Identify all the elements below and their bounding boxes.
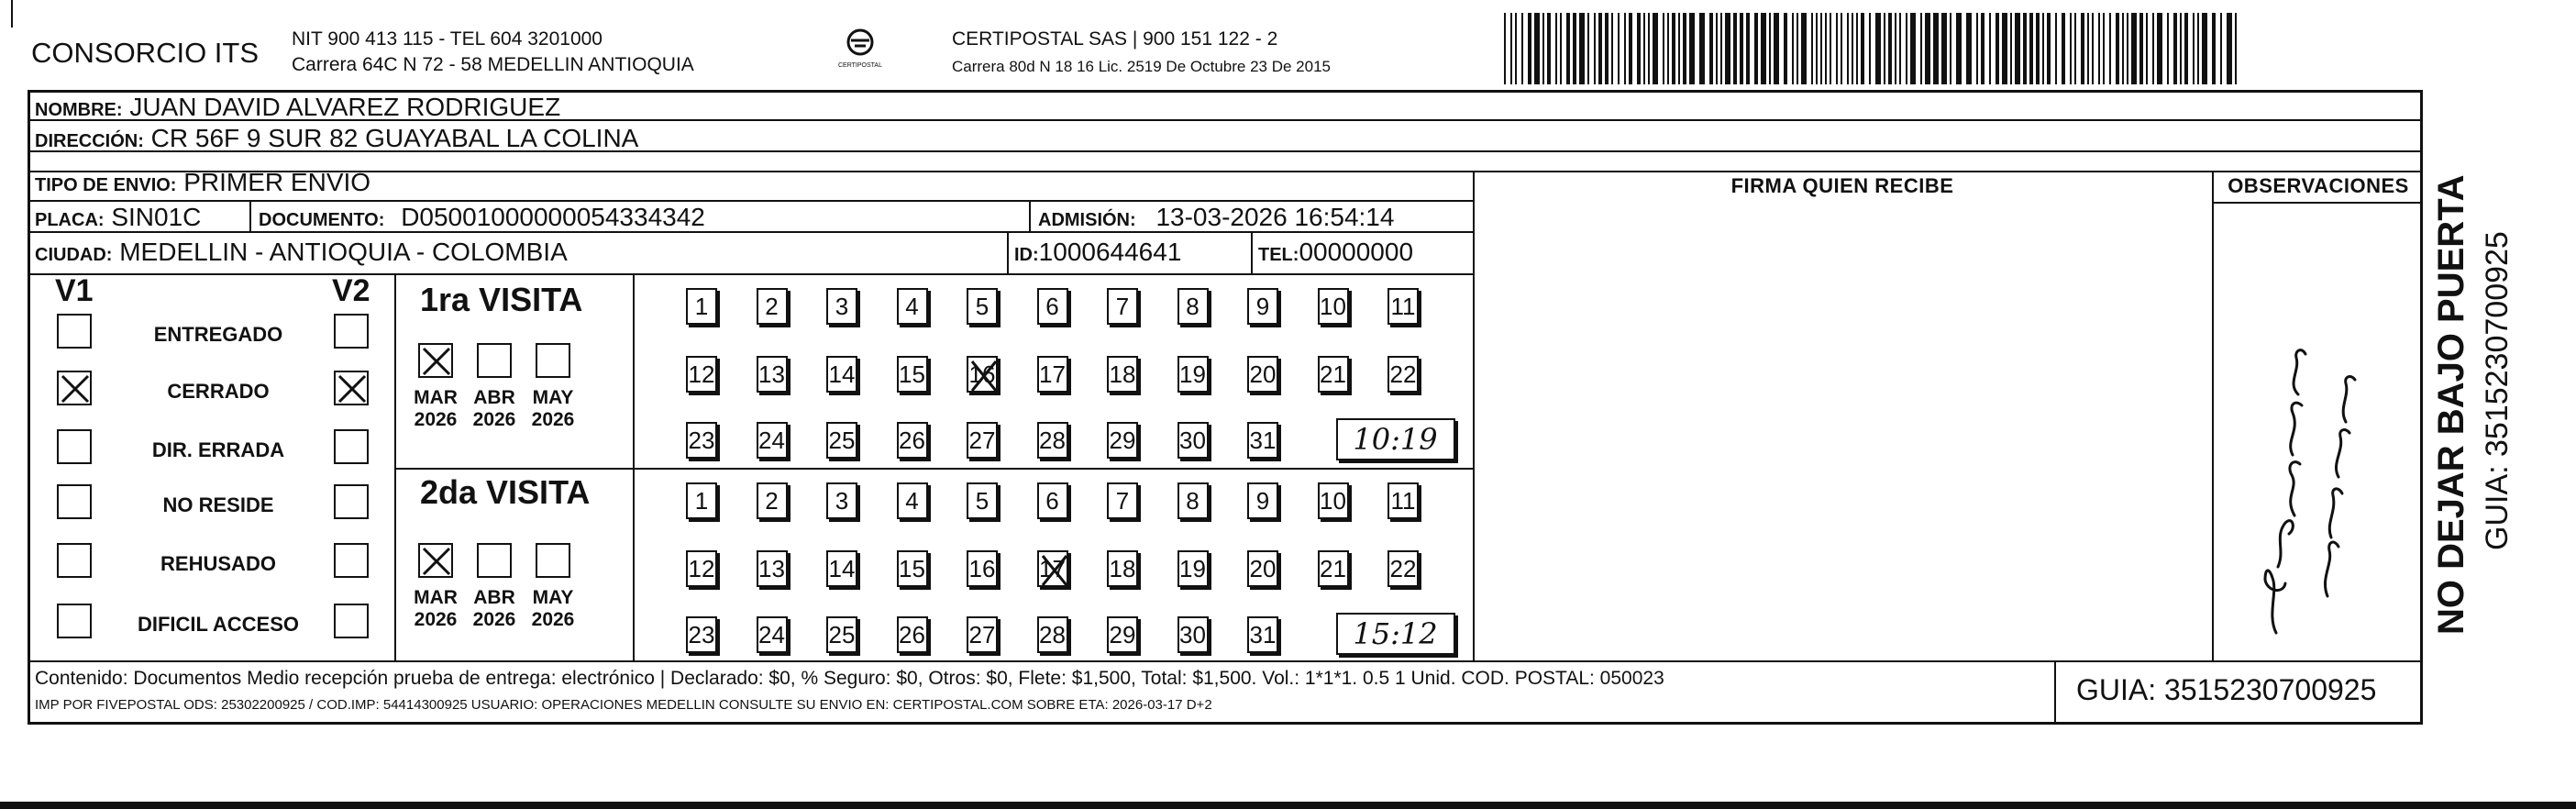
day-box[interactable]: 18 [1107,550,1138,587]
handwritten-observations [2212,275,2423,651]
status-label: CERRADO [167,380,270,403]
v2-checkbox[interactable] [334,604,369,638]
month-year: 2026 [472,409,516,430]
day-box[interactable]: 31 [1247,616,1278,653]
barcode-bar [2010,13,2012,84]
day-box[interactable]: 2 [757,288,788,325]
barcode-bar [2047,13,2051,84]
barcode-bar [1869,13,1871,84]
barcode-bar [1841,13,1842,84]
barcode-bar [2193,13,2195,84]
day-box[interactable]: 6 [1037,482,1068,519]
month-year: 2026 [531,409,575,430]
tel-cell [1258,237,1413,271]
barcode-bar [1861,13,1864,84]
x-mark [1039,552,1070,589]
day-box[interactable]: 26 [897,422,928,459]
barcode-bar [1852,13,1853,84]
placa-cell [35,202,201,236]
barcode-bar [1504,13,1506,84]
month-checkbox[interactable] [536,343,570,378]
barcode-bar [1740,13,1743,84]
day-box[interactable]: 13 [757,356,788,393]
certipostal-logo [833,26,888,81]
v1-checkbox[interactable] [57,429,92,464]
ciudad-label: CIUDAD: [35,245,113,265]
day-box[interactable]: 16 [967,356,998,393]
month-year: 2026 [531,609,575,630]
barcode-bar [1825,13,1827,84]
barcode-bar [1678,13,1680,84]
day-box[interactable]: 26 [897,616,928,653]
barcode-bar [1629,13,1632,84]
barcode-bar [1605,13,1609,84]
tipo-envio-row [35,167,370,201]
company-name: CONSORCIO ITS [31,37,260,69]
barcode-bar [1906,13,1907,84]
day-box[interactable]: 23 [686,422,717,459]
x-mark [968,358,1000,394]
barcode-bar [2015,13,2020,84]
barcode-bar [1811,13,1813,84]
barcode-bar [1761,13,1766,84]
tel-label: TEL: [1258,245,1299,265]
barcode-bar [1566,13,1570,84]
barcode-bar [2036,13,2040,84]
day-box[interactable]: 22 [1388,356,1419,393]
direccion-row [35,123,638,157]
company-nit: NIT 900 413 115 - TEL 604 3201000 [292,28,603,50]
observaciones-header: OBSERVACIONES [2228,174,2409,197]
x-mark [59,372,92,405]
x-mark [420,545,453,578]
firma-header: FIRMA QUIEN RECIBE [1730,174,1954,197]
barcode-bar [1672,13,1675,84]
nombre-label: NOMBRE: [35,100,123,120]
barcode-bar [2173,13,2177,84]
day-box[interactable]: 21 [1318,550,1349,587]
barcode-bar [2103,13,2105,84]
day-box[interactable]: 7 [1107,288,1138,325]
barcode-bar [1637,13,1641,84]
month-year: 2026 [414,409,458,430]
day-box[interactable]: 4 [897,288,928,325]
day-box[interactable]: 31 [1247,422,1278,459]
barcode-bar [1920,13,1922,84]
tel-value: 00000000 [1299,238,1414,266]
month-year: 2026 [414,609,458,630]
barcode-bar [1820,13,1822,84]
day-box[interactable]: 1 [686,288,717,325]
day-box[interactable]: 9 [1247,288,1278,325]
barcode-bar [2131,13,2137,84]
ciudad-cell [35,237,568,271]
barcode-bar [2098,13,2100,84]
barcode-bar [1801,13,1807,84]
day-box[interactable]: 5 [967,288,998,325]
month-label: MAY [532,387,574,408]
barcode-bar [1996,13,1999,84]
barcode-bar [1709,13,1713,84]
day-box[interactable]: 28 [1037,422,1068,459]
barcode-bar [1976,13,1978,84]
barcode-bar [2029,13,2033,84]
barcode-bar [1888,13,1892,84]
day-box[interactable]: 25 [826,422,857,459]
barcode-bar [1510,13,1512,84]
month-label: MAY [532,587,574,608]
day-box[interactable]: 29 [1107,616,1138,653]
barcode [1504,13,2239,84]
certipostal-license: Carrera 80d N 18 16 Lic. 2519 De Octubre 23 De 2015 [952,58,1331,75]
barcode-bar [1769,13,1771,84]
day-box[interactable]: 14 [826,550,857,587]
direccion-label: DIRECCIÓN: [35,131,144,151]
nombre-value: JUAN DAVID ALVAREZ RODRIGUEZ [129,93,561,121]
footer-contenido: Contenido: Documentos Medio recepción prueba de entrega: electrónico | Declarado: $0, % Seguro: $0, Otros: $0, Flete: $1,500, Total: $1,500. Vol.: 1*1*1. 0.5 1 Unid. COD. POSTAL: 050023 [35,668,1664,689]
status-label: DIFICIL ACCESO [137,613,299,636]
barcode-bar [2227,13,2232,84]
month-label: MAR [414,587,458,608]
barcode-bar [2042,13,2044,84]
barcode-bar [2235,13,2237,84]
barcode-bar [1663,13,1664,84]
barcode-bar [1856,13,1858,84]
barcode-bar [1699,13,1705,84]
day-box[interactable]: 15 [897,356,928,393]
barcode-bar [1579,13,1585,84]
barcode-bar [1847,13,1849,84]
v2-checkbox[interactable] [334,543,369,578]
month-label: ABR [473,387,515,408]
barcode-bar [1521,13,1523,84]
barcode-bar [1542,13,1544,84]
status-label: REHUSADO [160,552,276,575]
day-box[interactable]: 30 [1177,616,1209,653]
v2-checkbox[interactable] [334,429,369,464]
day-box[interactable]: 12 [686,356,717,393]
month-checkbox[interactable] [418,543,453,578]
barcode-bar [1774,13,1779,84]
barcode-bar [1956,13,1962,84]
side-warning: NO DEJAR BAJO PUERTA [2431,174,2471,635]
v2-checkbox[interactable] [334,484,369,519]
page-bottom-rule [0,802,2576,809]
direccion-value: CR 56F 9 SUR 82 GUAYABAL LA COLINA [150,124,639,152]
day-box[interactable]: 4 [897,482,928,519]
barcode-bar [1950,13,1951,84]
barcode-bar [2212,13,2216,84]
day-box[interactable]: 24 [757,422,788,459]
documento-cell [259,202,705,236]
day-box[interactable]: 17 [1037,356,1068,393]
barcode-bar [2116,13,2119,84]
barcode-bar [1594,13,1596,84]
barcode-bar [2152,13,2154,84]
v1-checkbox[interactable] [57,314,92,349]
month-year: 2026 [472,609,516,630]
v2-checkbox[interactable] [334,371,369,405]
v2-header: V2 [332,273,370,308]
barcode-bar [1725,13,1730,84]
day-box[interactable]: 1 [686,482,717,519]
admision-value: 13-03-2026 16:54:14 [1155,203,1395,231]
visit1-title: 1ra VISITA [420,281,583,318]
barcode-bar [2139,13,2143,84]
barcode-bar [1784,13,1787,84]
day-box[interactable]: 5 [967,482,998,519]
barcode-bar [2220,13,2222,84]
barcode-bar [1746,13,1750,84]
day-box[interactable]: 24 [757,616,788,653]
barcode-bar [1933,13,1939,84]
barcode-bar [1895,13,1896,84]
day-box[interactable]: 20 [1247,356,1278,393]
tipo-envio-value: PRIMER ENVIO [183,168,371,196]
barcode-bar [2202,13,2207,84]
day-box[interactable]: 19 [1177,550,1209,587]
visit-time: 15:12 [1336,613,1455,655]
barcode-bar [2167,13,2169,84]
barcode-bar [2055,13,2057,84]
placa-label: PLACA: [35,210,105,230]
day-box[interactable]: 29 [1107,422,1138,459]
day-box[interactable]: 8 [1177,482,1209,519]
barcode-bar [1573,13,1576,84]
documento-value: D05001000000054334342 [401,203,705,231]
barcode-bar [2146,13,2148,84]
barcode-bar [2023,13,2027,84]
day-box[interactable]: 11 [1388,482,1419,519]
barcode-bar [1683,13,1686,84]
barcode-bar [2062,13,2065,84]
barcode-bar [1836,13,1838,84]
visit2-title: 2da VISITA [420,473,591,511]
barcode-bar [1716,13,1718,84]
barcode-bar [1989,13,1991,84]
barcode-bar [1560,13,1562,84]
barcode-bar [1547,13,1551,84]
barcode-bar [1618,13,1620,84]
barcode-bar [1754,13,1758,84]
day-box[interactable]: 28 [1037,616,1068,653]
day-box[interactable]: 3 [826,288,857,325]
barcode-bar [1720,13,1722,84]
day-box[interactable]: 13 [757,550,788,587]
barcode-bar [1733,13,1737,84]
barcode-bar [1648,13,1650,84]
barcode-bar [1830,13,1831,84]
barcode-bar [1966,13,1972,84]
month-checkbox[interactable] [418,343,453,378]
tipo-envio-label: TIPO DE ENVIO: [35,175,177,195]
day-box[interactable]: 15 [897,550,928,587]
admision-label: ADMISIÓN: [1038,210,1136,230]
barcode-bar [1555,13,1557,84]
nombre-row [35,92,560,126]
id-label: ID: [1014,245,1039,265]
day-box[interactable]: 16 [967,550,998,587]
barcode-bar [2002,13,2007,84]
id-cell [1014,237,1181,271]
side-guia: GUIA: 3515230700925 [2480,231,2515,550]
barcode-bar [1667,13,1669,84]
v1-header: V1 [55,273,94,308]
day-box[interactable]: 30 [1177,422,1209,459]
status-label: DIR. ERRADA [151,438,285,461]
barcode-bar [1899,13,1901,84]
x-mark [336,372,369,405]
barcode-bar [1528,13,1531,84]
month-checkbox[interactable] [477,543,512,578]
barcode-bar [2184,13,2188,84]
barcode-bar [1925,13,1930,84]
header [0,0,2576,92]
barcode-bar [1643,13,1645,84]
day-box[interactable]: 8 [1177,288,1209,325]
ciudad-value: MEDELLIN - ANTIOQUIA - COLOMBIA [119,238,568,266]
barcode-bar [2070,13,2072,84]
day-box[interactable]: 27 [967,616,998,653]
barcode-bar [1792,13,1794,84]
day-box[interactable]: 12 [686,550,717,587]
barcode-bar [2157,13,2162,84]
barcode-bar [1797,13,1798,84]
barcode-bar [2197,13,2199,84]
id-value: 1000644641 [1038,238,1182,266]
barcode-bar [2127,13,2128,84]
day-box[interactable]: 25 [826,616,857,653]
day-box[interactable]: 14 [826,356,857,393]
barcode-bar [1534,13,1540,84]
day-box[interactable]: 22 [1388,550,1419,587]
barcode-bar [1875,13,1881,84]
v1-checkbox[interactable] [57,484,92,519]
day-box[interactable]: 18 [1107,356,1138,393]
status-label: ENTREGADO [153,323,283,346]
barcode-bar [1816,13,1818,84]
barcode-bar [2122,13,2124,84]
barcode-bar [2074,13,2076,84]
footer-guia: GUIA: 3515230700925 [2076,673,2377,706]
placa-value: SIN01C [111,203,202,231]
day-box[interactable]: 19 [1177,356,1209,393]
month-label: ABR [473,587,515,608]
month-checkbox[interactable] [536,543,570,578]
barcode-bar [1884,13,1885,84]
v1-checkbox[interactable] [57,543,92,578]
barcode-bar [1910,13,1916,84]
side-text [2428,92,2529,642]
v1-checkbox[interactable] [57,371,92,405]
admision-cell [1038,202,1394,236]
barcode-bar [1624,13,1626,84]
day-box[interactable]: 10 [1318,482,1349,519]
barcode-bar [2081,13,2084,84]
barcode-bar [1515,13,1517,84]
barcode-bar [2109,13,2111,84]
barcode-bar [2087,13,2089,84]
v1-checkbox[interactable] [57,604,92,638]
day-box[interactable]: 7 [1107,482,1138,519]
company-address: Carrera 64C N 72 - 58 MEDELLIN ANTIOQUIA [292,54,694,75]
x-mark [420,345,453,378]
barcode-bar [1653,13,1658,84]
day-box[interactable]: 21 [1318,356,1349,393]
visit-time: 10:19 [1336,418,1455,460]
barcode-bar [1598,13,1602,84]
day-box[interactable]: 9 [1247,482,1278,519]
barcode-bar [1981,13,1985,84]
day-box[interactable]: 27 [967,422,998,459]
barcode-bar [2180,13,2182,84]
barcode-bar [1611,13,1613,84]
footer-imp: IMP POR FIVEPOSTAL ODS: 25302200925 / COD.IMP: 54414300925 USUARIO: OPERACIONES MEDELLIN CONSULTE SU ENVIO EN: CERTIPOSTAL.COM SOBRE ETA: 2026-03-17 D+2 [35,697,1212,713]
barcode-bar [2092,13,2094,84]
day-box[interactable]: 20 [1247,550,1278,587]
barcode-bar [1689,13,1695,84]
day-box[interactable]: 10 [1318,288,1349,325]
documento-label: DOCUMENTO: [259,210,385,230]
day-box[interactable]: 2 [757,482,788,519]
day-box[interactable]: 3 [826,482,857,519]
status-label: NO RESIDE [162,493,274,516]
certipostal-name: CERTIPOSTAL SAS | 900 151 122 - 2 [952,28,1278,50]
day-box[interactable]: 17 [1037,550,1068,587]
month-checkbox[interactable] [477,343,512,378]
month-label: MAR [414,387,458,408]
barcode-bar [1941,13,1947,84]
v2-checkbox[interactable] [334,314,369,349]
day-box[interactable]: 11 [1388,288,1419,325]
barcode-bar [1587,13,1589,84]
logo-text: CERTIPOSTAL [838,62,882,69]
day-box[interactable]: 23 [686,616,717,653]
day-box[interactable]: 6 [1037,288,1068,325]
